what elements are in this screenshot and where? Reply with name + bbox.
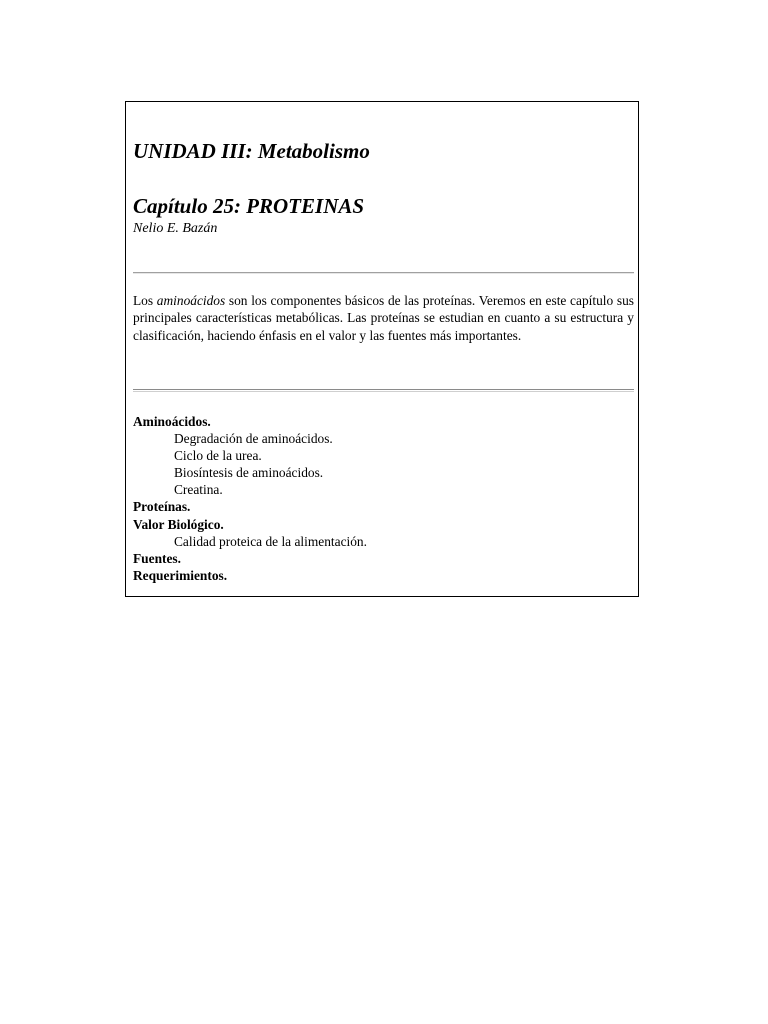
unit-title: UNIDAD III: Metabolismo: [133, 139, 370, 163]
divider-bottom: [133, 389, 634, 392]
intro-paragraph: [133, 292, 634, 344]
outline-item: Aminoácidos.: [133, 414, 211, 429]
outline-item: Calidad proteica de la alimentación.: [174, 533, 367, 549]
contents-outline: [133, 413, 634, 584]
outline-item: Ciclo de la urea.: [174, 448, 262, 464]
outline-item: Requerimientos.: [133, 567, 228, 583]
outline-item: Fuentes.: [133, 550, 181, 566]
chapter-title: Capítulo 25: PROTEINAS: [133, 194, 365, 218]
chapter-header-box: [125, 101, 639, 597]
intro-emphasis: aminoácidos: [156, 293, 226, 308]
divider-top: [133, 272, 634, 274]
outline-item: Degradación de aminoácidos.: [174, 431, 333, 447]
outline-item: Creatina.: [174, 482, 223, 498]
intro-text-rest: son los componentes básicos de las proteínas. Veremos en este capítulo sus principales características metabólicas. Las proteínas se estudian en cuanto a su estructura y clasificación, haciendo énfasis en el valor y las fuentes más importantes.: [133, 293, 634, 343]
outline-item: Biosíntesis de aminoácidos.: [174, 465, 324, 481]
intro-text-start: Los: [133, 293, 157, 308]
outline-item: Valor Biológico.: [133, 516, 224, 532]
outline-item: Proteínas.: [133, 499, 191, 515]
author-name: Nelio E. Bazán: [133, 221, 218, 236]
